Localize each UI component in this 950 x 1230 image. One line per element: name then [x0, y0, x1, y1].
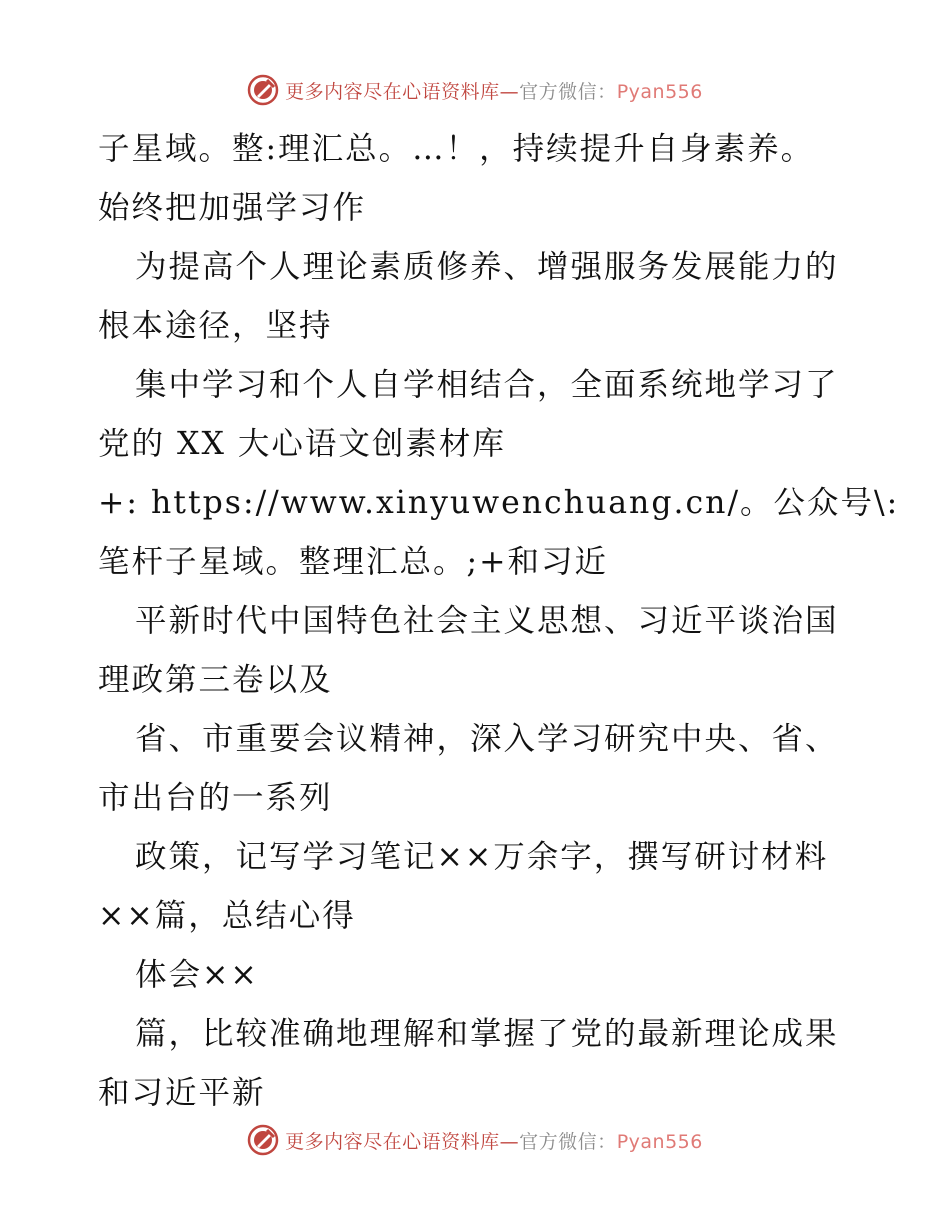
pen-logo-icon: [247, 1124, 279, 1156]
header-banner-dash: —: [499, 80, 520, 103]
text-line: 集中学习和个人自学相结合，全面系统地学习了: [135, 367, 839, 403]
text-line: 子星域。整:理汇总。…！，持续提升自身素养。: [98, 131, 815, 167]
text-line: 根本途径，坚持: [98, 308, 333, 344]
text-line: 始终把加强学习作: [98, 190, 367, 226]
footer-banner-sub: 官方微信：: [519, 1130, 617, 1153]
document-body: [98, 120, 900, 1123]
header-banner-main: 更多内容尽在心语资料库: [285, 80, 500, 103]
text-line: 和习近平新: [98, 1075, 266, 1111]
footer-banner-text: [285, 1127, 703, 1154]
text-line: 为提高个人理论素质修养、增强服务发展能力的: [135, 249, 839, 285]
text-line: 平新时代中国特色社会主义思想、习近平谈治国: [135, 603, 839, 639]
footer-banner-main: 更多内容尽在心语资料库: [285, 1130, 500, 1153]
header-banner-text: [285, 77, 703, 104]
text-line: 篇，比较准确地理解和掌握了党的最新理论成果: [135, 1016, 839, 1052]
header-banner-sub: 官方微信：: [519, 80, 617, 103]
text-line: +: https://www.xinyuwenchuang.cn/。公众号\:: [98, 485, 900, 521]
text-line: 政策，记写学习笔记××万余字，撰写研讨材料: [135, 839, 829, 875]
footer-banner-dash: —: [499, 1130, 520, 1153]
text-line: 市出台的一系列: [98, 780, 333, 816]
footer-banner-wechat: Pyan556: [616, 1130, 703, 1153]
footer-banner: [0, 1120, 950, 1160]
text-line: ××篇，总结心得: [98, 898, 356, 934]
text-line: 体会××: [135, 957, 259, 993]
text-line: 党的 XX 大心语文创素材库: [98, 426, 506, 462]
header-banner: [0, 70, 950, 110]
text-line: 笔杆子星域。整理汇总。;+和习近: [98, 544, 609, 580]
pen-logo-icon: [247, 74, 279, 106]
text-line: 省、市重要会议精神，深入学习研究中央、省、: [135, 721, 839, 757]
text-line: 理政第三卷以及: [98, 662, 333, 698]
header-banner-wechat: Pyan556: [616, 80, 703, 103]
